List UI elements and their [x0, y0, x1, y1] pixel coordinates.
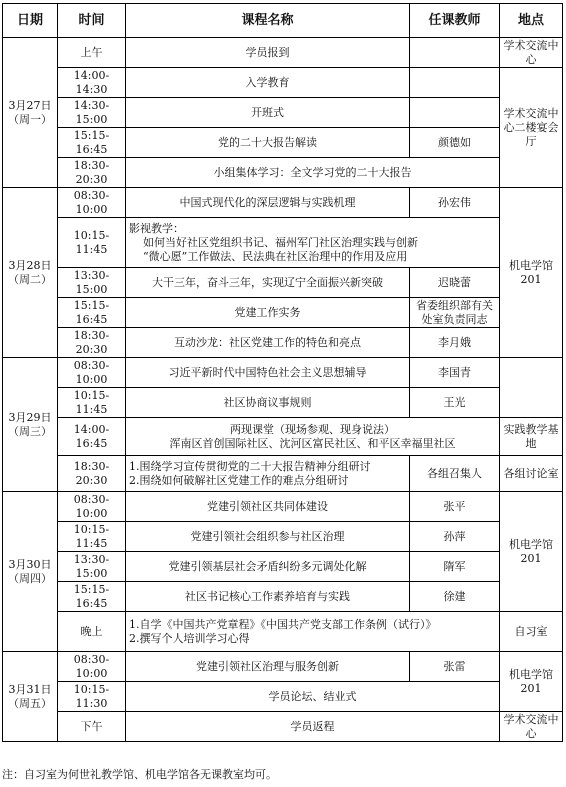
course-cell: 互动沙龙：社区党建工作的特色和亮点	[126, 328, 410, 358]
course-cell: 党的二十大报告解读	[126, 128, 410, 158]
course-cell	[126, 418, 500, 456]
table-row	[3, 492, 563, 522]
teacher-cell: 省委组织部有关处室负责同志	[410, 298, 500, 328]
course-cell: 社区协商议事规则	[126, 388, 410, 418]
time-cell: 18:30-20:30	[58, 328, 126, 358]
time-cell: 10:15-11:45	[58, 388, 126, 418]
course-cell: 大干三年，奋斗三年，实现辽宁全面振兴新突破	[126, 268, 410, 298]
course-cell: 开班式	[126, 98, 410, 128]
course-cell: 小组集体学习：全文学习党的二十大报告	[126, 158, 500, 188]
table-row	[3, 712, 563, 742]
course-line: 1.自学《中国共产党章程》《中国共产党支部工作条例（试行）》	[129, 617, 437, 631]
teacher-cell: 迟晓蕾	[410, 268, 500, 298]
date-label: 3月30日	[8, 557, 52, 571]
table-row	[3, 218, 563, 268]
course-cell: 入学教育	[126, 68, 410, 98]
course-cell	[126, 218, 500, 268]
table-row	[3, 522, 563, 552]
table-row	[3, 298, 563, 328]
course-cell: 学员返程	[126, 712, 500, 742]
time-cell: 15:15-16:45	[58, 128, 126, 158]
time-cell: 14:30-15:00	[58, 98, 126, 128]
table-row	[3, 552, 563, 582]
place-cell: 学术交流中心二楼宴会厅	[500, 68, 563, 188]
course-cell: 党建引领社区治理与服务创新	[126, 652, 410, 682]
course-cell: 党建工作实务	[126, 298, 410, 328]
weekday-label: （周二）	[8, 272, 52, 286]
date-cell-mar28	[3, 188, 58, 358]
date-cell-mar30	[3, 492, 58, 652]
course-cell: 学员报到	[126, 38, 410, 68]
course-line: 1.围绕学习宣传贯彻党的二十大报告精神分组研讨	[129, 459, 371, 473]
table-row	[3, 158, 563, 188]
date-label: 3月31日	[8, 682, 52, 696]
place-cell-empty	[500, 358, 563, 418]
course-cell: 学员论坛、结业式	[126, 682, 500, 712]
date-cell-mar29	[3, 358, 58, 492]
time-cell: 上午	[58, 38, 126, 68]
time-cell: 14:00-14:30	[58, 68, 126, 98]
place-cell: 机电学馆201	[500, 492, 563, 612]
header-teacher: 任课教师	[410, 4, 500, 38]
teacher-cell: 孙萍	[410, 522, 500, 552]
teacher-cell	[410, 38, 500, 68]
course-cell: 党建引领基层社会矛盾纠纷多元调处化解	[126, 552, 410, 582]
table-row	[3, 582, 563, 612]
weekday-label: （周一）	[8, 112, 52, 126]
header-time: 时间	[58, 4, 126, 38]
time-cell: 晚上	[58, 612, 126, 652]
time-cell: 10:15-11:45	[58, 522, 126, 552]
teacher-cell	[410, 98, 500, 128]
course-line: 2.围绕如何破解社区党建工作的难点分组研讨	[129, 473, 349, 487]
table-row	[3, 68, 563, 98]
place-cell: 自习室	[500, 612, 563, 652]
place-cell: 实践教学基地	[500, 418, 563, 456]
weekday-label: （周五）	[8, 696, 52, 710]
table-row	[3, 388, 563, 418]
table-row	[3, 188, 563, 218]
place-cell: 学术交流中心	[500, 712, 563, 742]
time-cell: 15:15-16:45	[58, 298, 126, 328]
header-row	[3, 4, 563, 38]
time-cell: 10:15-11:30	[58, 682, 126, 712]
course-line: 如何当好社区党组织书记、福州军门社区治理实践与创新	[143, 235, 418, 249]
table-row	[3, 682, 563, 712]
table-row	[3, 652, 563, 682]
teacher-cell: 孙宏伟	[410, 188, 500, 218]
teacher-cell	[410, 68, 500, 98]
course-line: “微心愿”工作做法、民法典在社区治理中的作用及应用	[143, 249, 408, 263]
table-row	[3, 328, 563, 358]
place-cell: 各组讨论室	[500, 456, 563, 492]
schedule-table	[2, 3, 563, 742]
course-cell: 党建引领社区共同体建设	[126, 492, 410, 522]
teacher-cell: 张雷	[410, 652, 500, 682]
teacher-cell: 各组召集人	[410, 456, 500, 492]
date-cell-mar27	[3, 38, 58, 188]
table-row	[3, 612, 563, 652]
table-row	[3, 456, 563, 492]
date-label: 3月28日	[8, 258, 52, 272]
teacher-cell: 李国青	[410, 358, 500, 388]
teacher-cell: 徐建	[410, 582, 500, 612]
table-row	[3, 38, 563, 68]
teacher-cell: 隋军	[410, 552, 500, 582]
time-cell: 18:30-20:30	[58, 158, 126, 188]
teacher-cell: 王光	[410, 388, 500, 418]
date-label: 3月27日	[8, 98, 52, 112]
course-cell	[126, 456, 410, 492]
table-row	[3, 98, 563, 128]
course-line: 浑南区首创国际社区、沈河区富民社区、和平区幸福里社区	[169, 436, 456, 450]
place-cell: 学术交流中心	[500, 38, 563, 68]
course-line: 两现课堂（现场参观、现身说法）	[230, 422, 395, 436]
time-cell: 08:30-10:00	[58, 358, 126, 388]
place-cell: 机电学馆201	[500, 188, 563, 358]
teacher-cell: 张平	[410, 492, 500, 522]
table-row	[3, 128, 563, 158]
weekday-label: （周四）	[8, 571, 52, 585]
weekday-label: （周三）	[8, 424, 52, 438]
time-cell: 15:15-16:45	[58, 582, 126, 612]
footnote: 注：自习室为何世礼教学馆、机电学馆各无课教室均可。	[2, 768, 277, 781]
table-row	[3, 418, 563, 456]
time-cell: 下午	[58, 712, 126, 742]
header-course: 课程名称	[126, 4, 410, 38]
table-row	[3, 358, 563, 388]
time-cell: 08:30-10:00	[58, 652, 126, 682]
time-cell: 10:15-11:45	[58, 218, 126, 268]
time-cell: 13:30-15:00	[58, 268, 126, 298]
time-cell: 18:30-20:30	[58, 456, 126, 492]
course-cell: 中国式现代化的深层逻辑与实践机理	[126, 188, 410, 218]
header-place: 地点	[500, 4, 563, 38]
table-row	[3, 268, 563, 298]
course-line: 2.撰写个人培训学习心得	[129, 631, 250, 645]
course-cell: 党建引领社会组织参与社区治理	[126, 522, 410, 552]
time-cell: 08:30-10:00	[58, 188, 126, 218]
time-cell: 14:00-16:45	[58, 418, 126, 456]
place-cell: 机电学馆201	[500, 652, 563, 712]
date-cell-mar31	[3, 652, 58, 742]
teacher-cell: 颜德如	[410, 128, 500, 158]
time-cell: 13:30-15:00	[58, 552, 126, 582]
course-cell: 社区书记核心工作素养培育与实践	[126, 582, 410, 612]
teacher-cell: 李月娥	[410, 328, 500, 358]
date-label: 3月29日	[8, 410, 52, 424]
course-cell	[126, 612, 500, 652]
header-date: 日期	[3, 4, 58, 38]
course-cell: 习近平新时代中国特色社会主义思想辅导	[126, 358, 410, 388]
course-title: 影视教学：	[129, 221, 184, 235]
time-cell: 08:30-10:00	[58, 492, 126, 522]
